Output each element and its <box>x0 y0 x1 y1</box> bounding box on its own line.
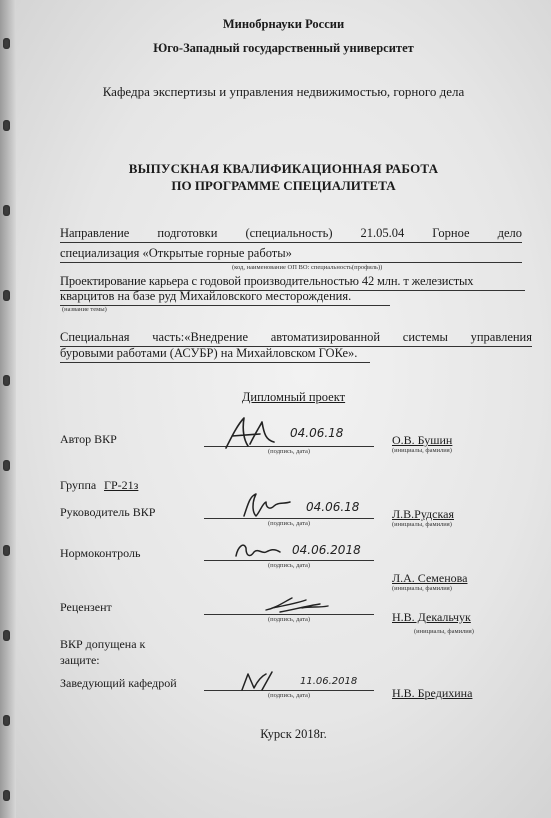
admitted-label: ВКР допущена к <box>60 637 146 651</box>
underline <box>60 242 522 243</box>
topic-line-1: Проектирование карьера с годовой производительностью 42 млн. т железистых <box>60 274 474 288</box>
topic-caption: (название темы) <box>62 306 107 313</box>
underline <box>60 262 522 263</box>
supervisor-name: Л.В.Рудская <box>392 507 454 521</box>
binding-hole <box>3 205 10 216</box>
normcontrol-date: 04.06.2018 <box>292 543 361 557</box>
underline <box>60 305 390 306</box>
sign-date-caption: (подпись, дата) <box>268 448 311 455</box>
direction-line-1: Направление подготовки (специальность) 21.05.04 Горное дело <box>60 226 522 240</box>
reviewer-signature <box>262 594 342 616</box>
sign-date-caption: (подпись, дата) <box>268 520 311 527</box>
head-signature <box>238 668 288 694</box>
supervisor-signature <box>240 490 300 522</box>
normcontrol-signature <box>232 538 292 564</box>
author-date: 04.06.18 <box>290 426 344 440</box>
city-year: Курск 2018г. <box>260 727 327 741</box>
binding-hole <box>3 715 10 726</box>
sign-date-caption: (подпись, дата) <box>268 616 311 623</box>
direction-line-2: специализация «Открытые горные работы» <box>60 246 292 260</box>
sign-date-caption: (подпись, дата) <box>268 562 311 569</box>
name-caption: (инициалы, фамилия) <box>392 585 452 592</box>
head-name: Н.В. Бредихина <box>392 686 473 700</box>
binding-hole <box>3 120 10 131</box>
binding-hole <box>3 38 10 49</box>
binding-hole <box>3 790 10 801</box>
binding-hole <box>3 460 10 471</box>
normcontrol-name: Л.А. Семенова <box>392 571 468 585</box>
underline <box>60 362 370 363</box>
group-label: Группа <box>60 478 97 492</box>
sign-date-caption: (подпись, дата) <box>268 692 311 699</box>
name-caption: (инициалы, фамилия) <box>392 447 452 454</box>
normcontrol-label: Нормоконтроль <box>60 546 141 560</box>
name-caption: (инициалы, фамилия) <box>392 521 452 528</box>
group-value: ГР-21з <box>104 478 139 492</box>
head-label: Заведующий кафедрой <box>60 676 177 690</box>
head-date: 11.06.2018 <box>300 676 358 687</box>
document-title: ВЫПУСКНАЯ КВАЛИФИКАЦИОННАЯ РАБОТА <box>128 161 439 176</box>
admitted-label-2: защите: <box>60 653 100 667</box>
project-type: Дипломный проект <box>241 390 346 404</box>
reviewer-name: Н.В. Декальчук <box>392 610 471 624</box>
university-name: Юго-Западный государственный университет <box>153 41 414 55</box>
ministry-name: Минобрнауки России <box>222 17 345 31</box>
binding-hole <box>3 375 10 386</box>
name-caption: (инициалы, фамилия) <box>414 628 474 635</box>
binding-hole <box>3 630 10 641</box>
author-name: О.В. Бушин <box>392 433 453 447</box>
direction-caption: (код, наименование ОП ВО: специальность(профиль)) <box>232 264 383 271</box>
supervisor-label: Руководитель ВКР <box>60 505 156 519</box>
reviewer-label: Рецензент <box>60 600 112 614</box>
special-part-line-2: буровыми работами (АСУБР) на Михайловском ГОКе». <box>60 346 358 360</box>
document-subtitle: ПО ПРОГРАММЕ СПЕЦИАЛИТЕТА <box>171 178 396 193</box>
signature-line <box>204 690 374 691</box>
supervisor-date: 04.06.18 <box>306 500 360 514</box>
department-name: Кафедра экспертизы и управления недвижимостью, горного дела <box>102 84 465 99</box>
special-part-line-1: Специальная часть:«Внедрение автоматизированной системы управления <box>60 330 532 344</box>
binding-hole <box>3 290 10 301</box>
author-label: Автор ВКР <box>60 432 117 446</box>
binding-hole <box>3 545 10 556</box>
topic-line-2: кварцитов на базе руд Михайловского месторождения. <box>60 289 352 303</box>
